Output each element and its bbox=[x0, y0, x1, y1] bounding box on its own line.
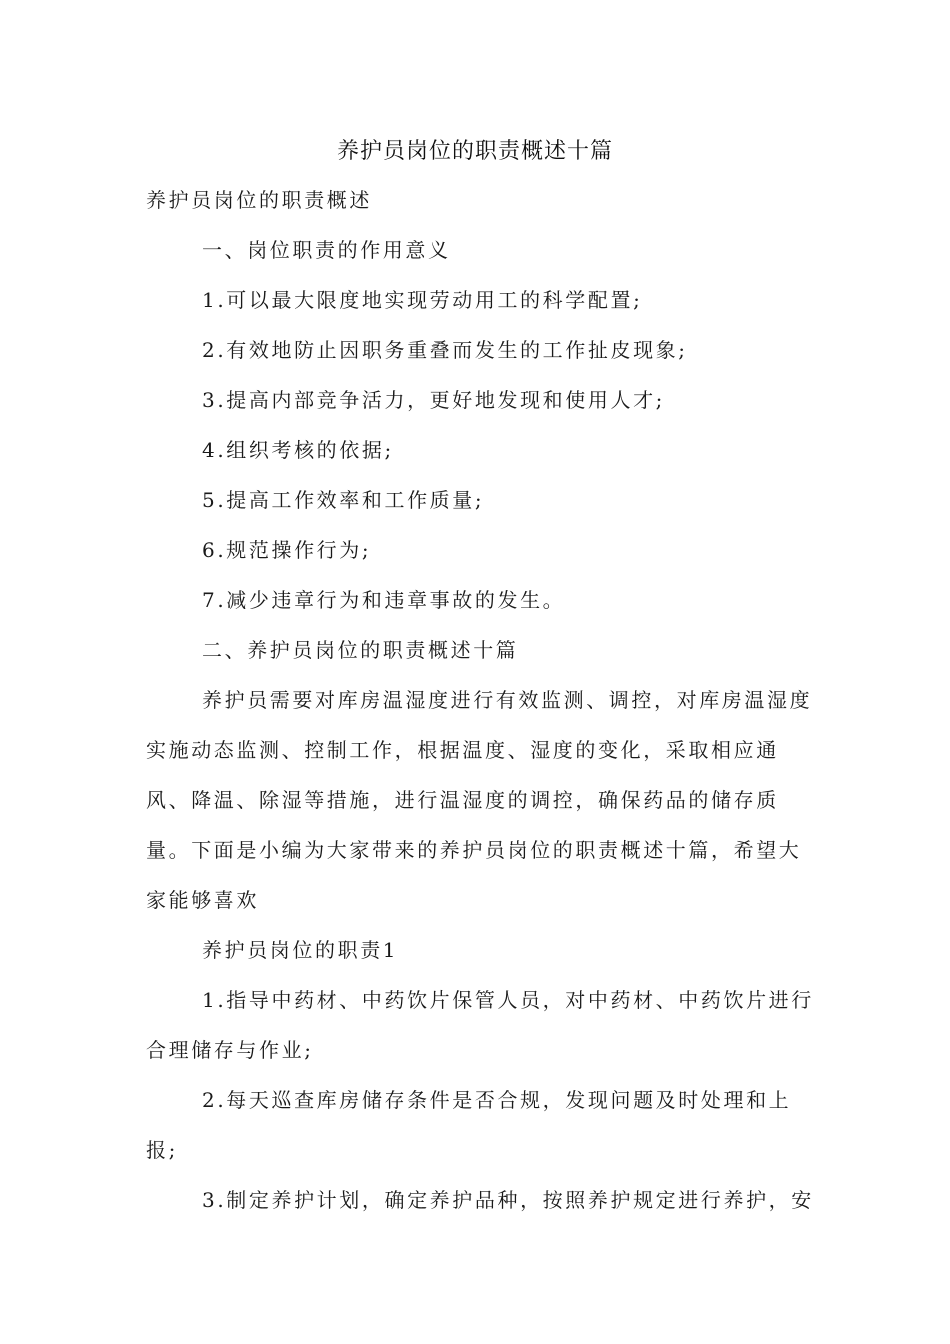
section-heading: 养护员岗位的职责概述 bbox=[146, 188, 372, 212]
list-item: 5.提高工作效率和工作质量; bbox=[202, 488, 485, 512]
paragraph-line: 实施动态监测、控制工作，根据温度、湿度的变化，采取相应通 bbox=[146, 738, 779, 762]
subsection-heading: 一、岗位职责的作用意义 bbox=[202, 238, 451, 262]
subsection-heading: 养护员岗位的职责1 bbox=[202, 938, 399, 962]
list-item: 7.减少违章行为和违章事故的发生。 bbox=[202, 588, 566, 612]
list-item: 1.可以最大限度地实现劳动用工的科学配置; bbox=[202, 288, 643, 312]
document-title: 养护员岗位的职责概述十篇 bbox=[336, 139, 613, 164]
paragraph-line: 量。下面是小编为大家带来的养护员岗位的职责概述十篇，希望大 bbox=[146, 838, 802, 862]
list-item: 4.组织考核的依据; bbox=[202, 438, 394, 462]
list-item-continuation: 报; bbox=[146, 1138, 178, 1162]
paragraph-line: 家能够喜欢 bbox=[146, 888, 259, 912]
list-item-continuation: 合理储存与作业; bbox=[146, 1038, 314, 1062]
list-item: 2.有效地防止因职务重叠而发生的工作扯皮现象; bbox=[202, 338, 688, 362]
subsection-heading: 二、养护员岗位的职责概述十篇 bbox=[202, 638, 519, 662]
list-item: 2.每天巡查库房储存条件是否合规，发现问题及时处理和上 bbox=[202, 1088, 792, 1112]
list-item: 3.制定养护计划，确定养护品种，按照养护规定进行养护，安 bbox=[202, 1188, 814, 1212]
list-item: 6.规范操作行为; bbox=[202, 538, 372, 562]
list-item: 1.指导中药材、中药饮片保管人员，对中药材、中药饮片进行 bbox=[202, 988, 814, 1012]
paragraph-line: 养护员需要对库房温湿度进行有效监测、调控，对库房温湿度 bbox=[202, 688, 813, 712]
list-item: 3.提高内部竞争活力，更好地发现和使用人才; bbox=[202, 388, 666, 412]
paragraph-line: 风、降温、除湿等措施，进行温湿度的调控，确保药品的储存质 bbox=[146, 788, 779, 812]
